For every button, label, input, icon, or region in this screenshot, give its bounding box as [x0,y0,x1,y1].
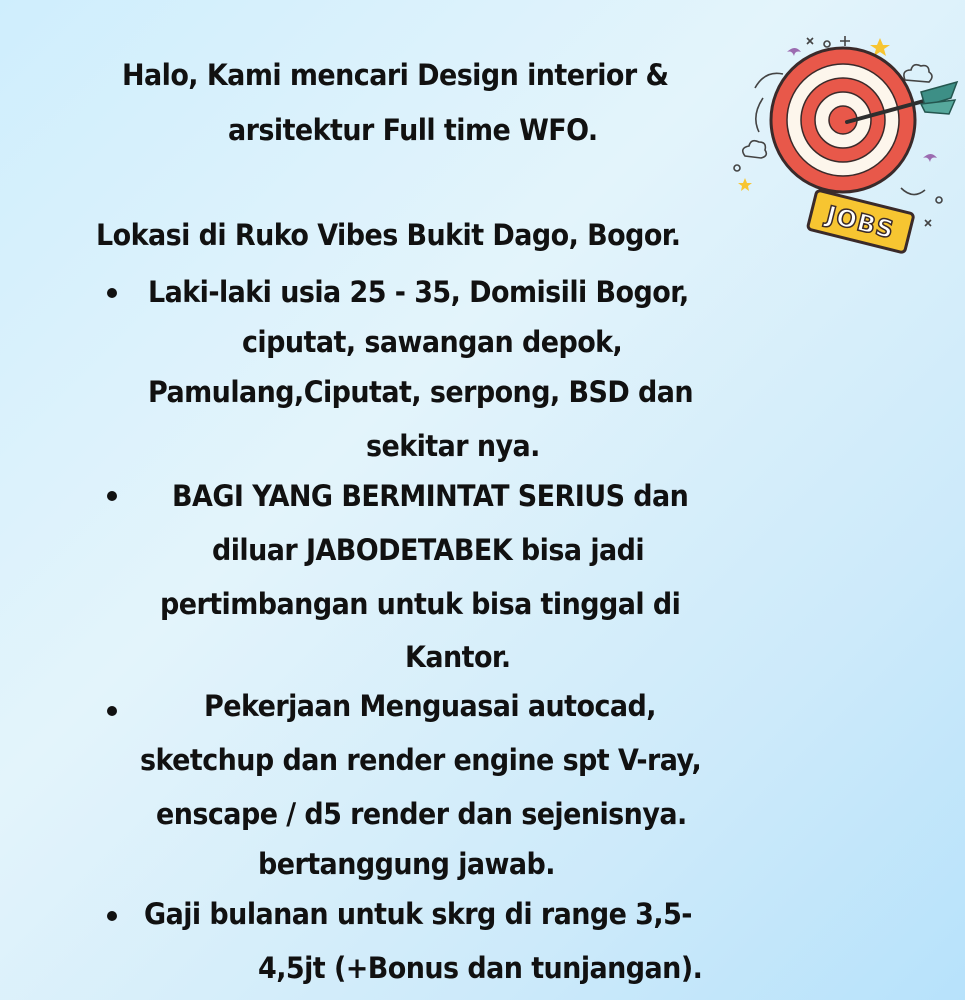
bullet-3 [107,706,117,716]
req-3-line-2: sketchup dan render engine spt V-ray, [140,743,702,777]
target-icon [771,48,915,192]
req-1-line-3: Pamulang,Ciputat, serpong, BSD dan [148,375,694,409]
req-3-line-3: enscape / d5 render dan sejenisnya. [156,797,687,831]
target-with-arrow-icon [725,30,960,260]
req-1-line-4: sekitar nya. [366,429,540,463]
bullet-2 [107,491,117,501]
jobs-badge [807,190,914,253]
req-3-line-1: Pekerjaan Menguasai autocad, [204,689,656,723]
bullet-4 [107,911,117,921]
bullet-1 [107,288,117,298]
req-2-line-4: Kantor. [405,640,511,674]
req-2-line-3: pertimbangan untuk bisa tinggal di [160,587,681,621]
req-4-line-2: 4,5jt (+Bonus dan tunjangan). [258,951,703,985]
req-3-line-4: bertanggung jawab. [258,847,555,881]
req-2-line-2: diluar JABODETABEK bisa jadi [212,533,645,567]
jobs-badge-label: JOBS [823,200,898,245]
req-1-line-2: ciputat, sawangan depok, [242,325,623,359]
req-1-line-1: Laki-laki usia 25 - 35, Domisili Bogor, [148,275,689,309]
req-4-line-1: Gaji bulanan untuk skrg di range 3,5- [144,897,692,931]
req-2-line-1: BAGI YANG BERMINTAT SERIUS dan [172,479,689,513]
intro-line-1: Halo, Kami mencari Design interior & [122,58,669,92]
intro-line-2: arsitektur Full time WFO. [228,113,598,147]
location-line: Lokasi di Ruko Vibes Bukit Dago, Bogor. [96,218,681,252]
